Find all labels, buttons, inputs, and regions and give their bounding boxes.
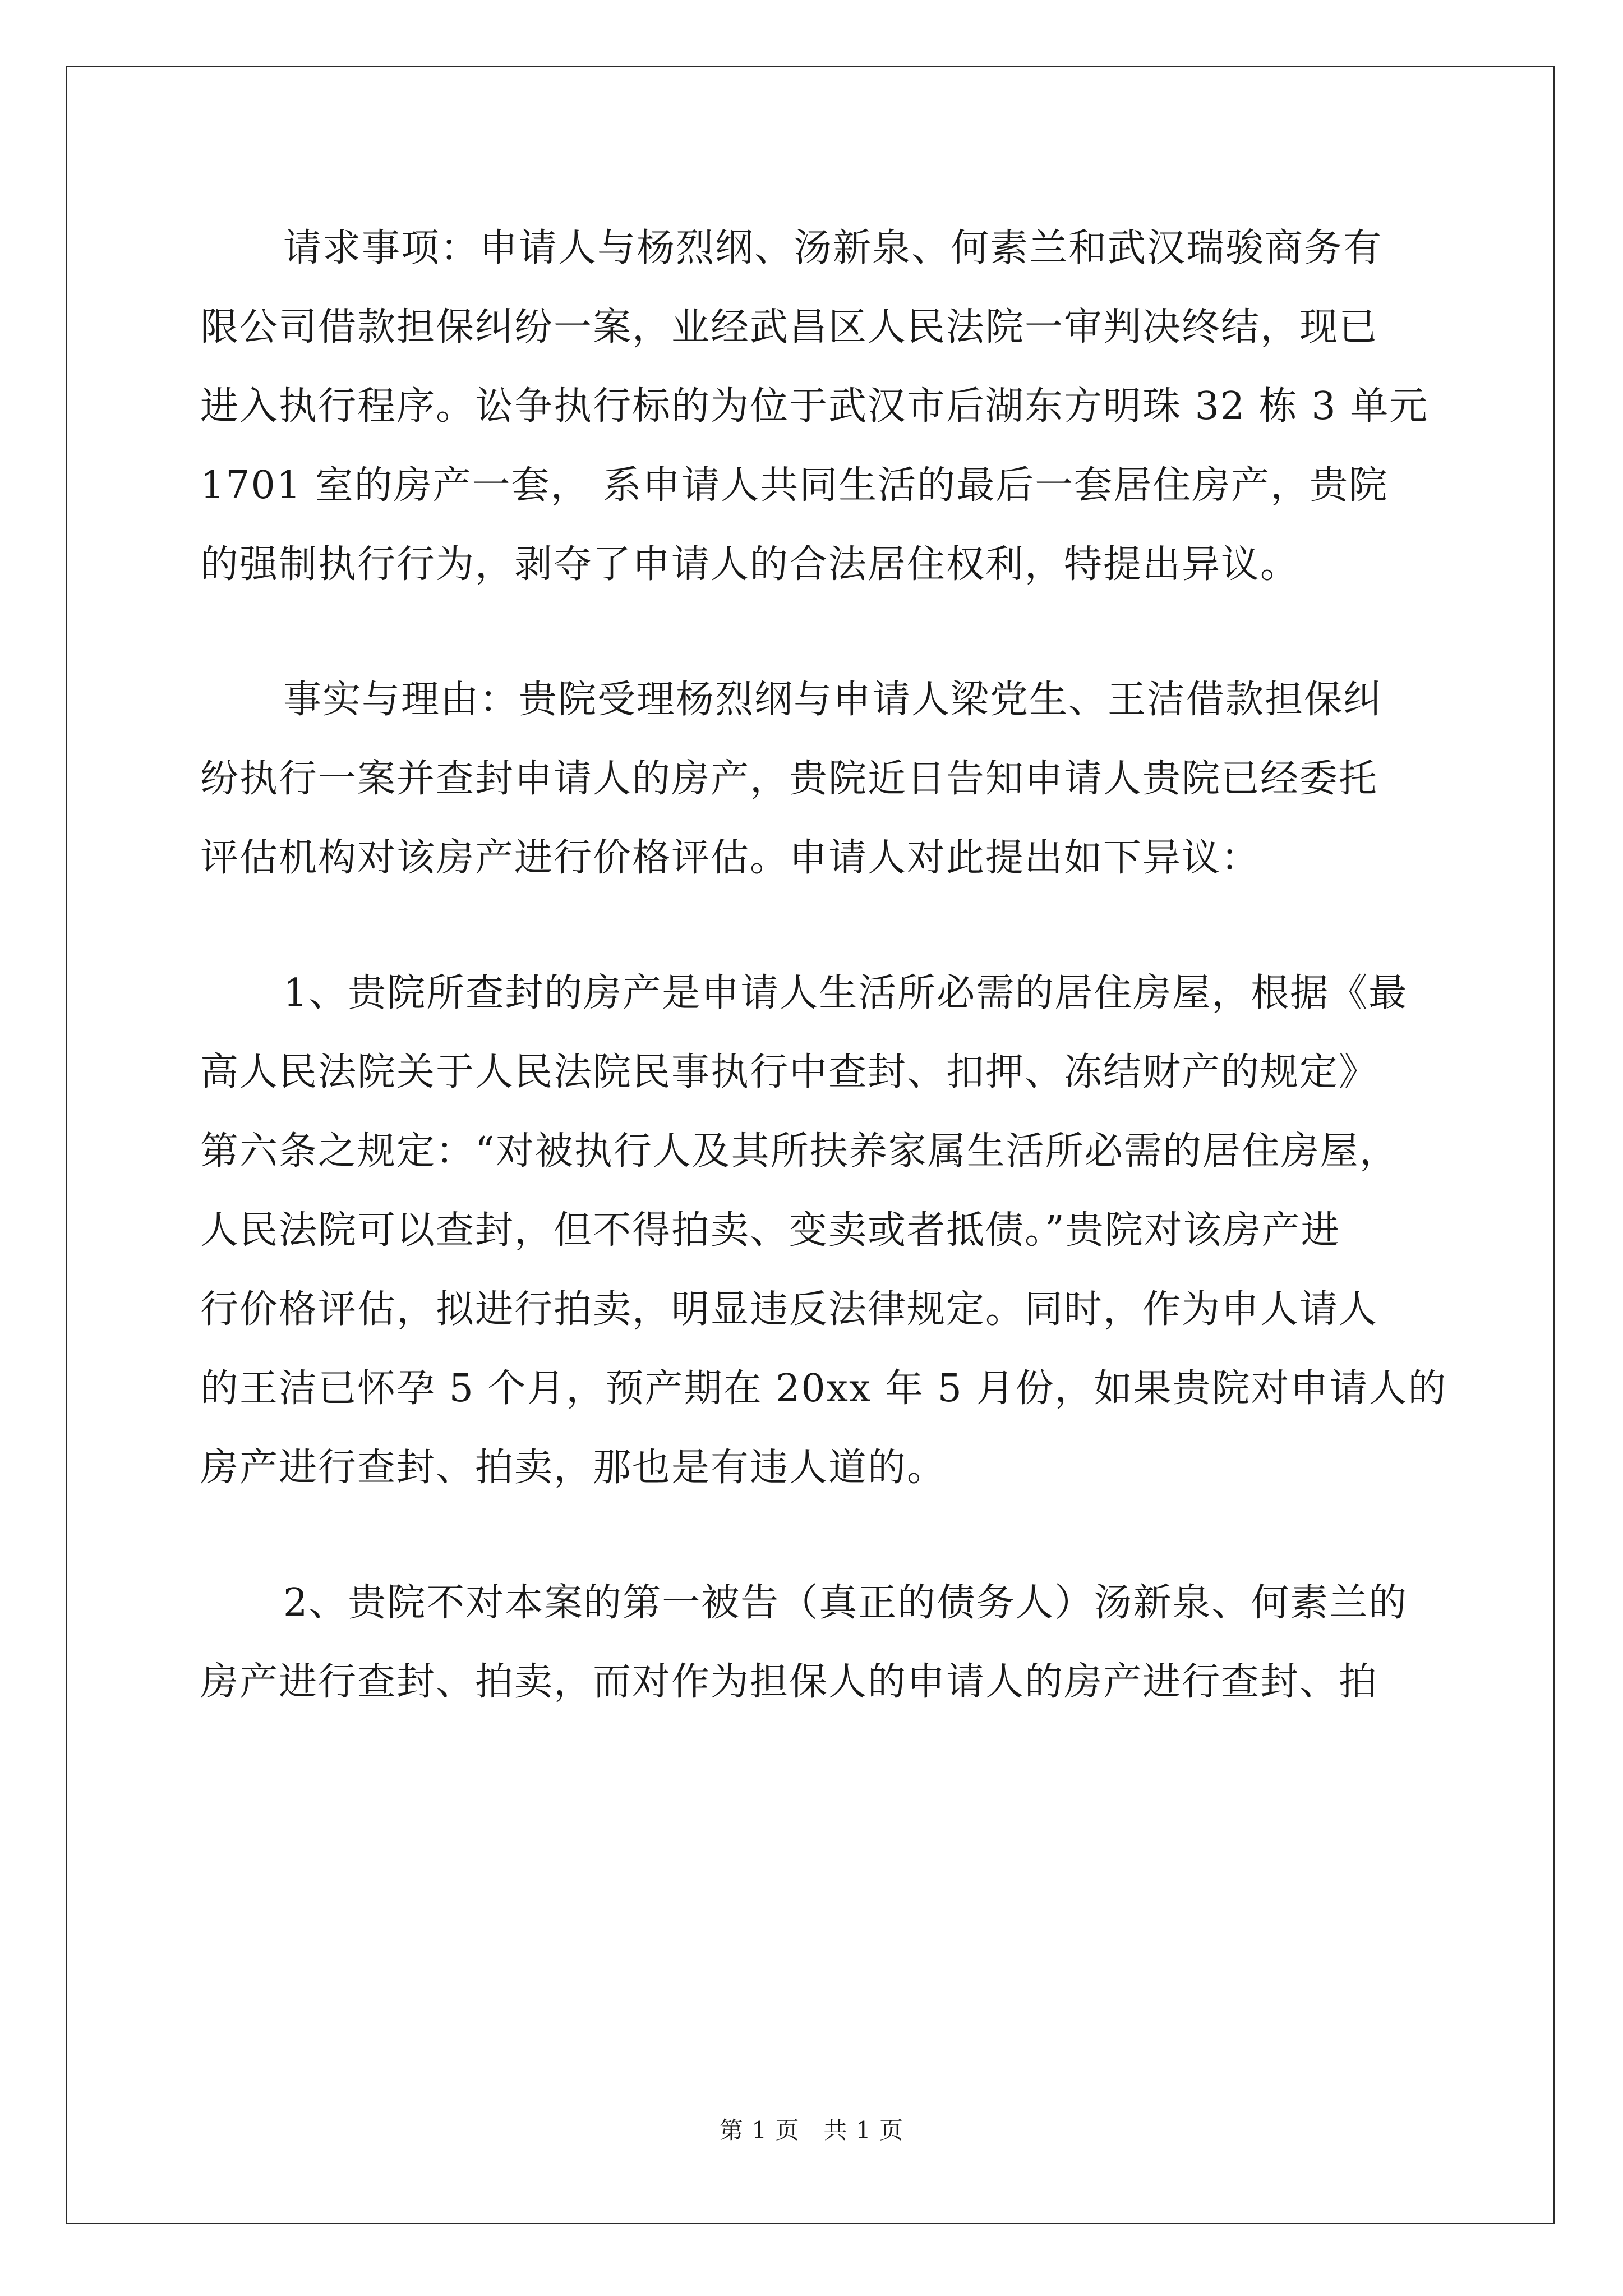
text-line: 行价格评估，拟进行拍卖，明显违反法律规定。同时，作为申人请人 [200, 1287, 1378, 1332]
text-line: 房产进行查封、拍卖，那也是有违人道的。 [200, 1446, 947, 1490]
paragraph-objection-2 [200, 1563, 1423, 1722]
text-line: 房产进行查封、拍卖，而对作为担保人的申请人的房产进行查封、拍 [200, 1660, 1378, 1704]
text-line: 评估机构对该房产进行价格评估。申请人对此提出如下异议： [200, 836, 1261, 880]
text-line: 人民法院可以查封，但不得拍卖、变卖或者抵债。”贵院对该房产进 [200, 1208, 1340, 1253]
paragraph-request [200, 209, 1429, 604]
text-line: 2、贵院不对本案的第一被告（真正的债务人）汤新泉、何素兰的 [283, 1581, 1408, 1625]
text-line: 请求事项：申请人与杨烈纲、汤新泉、何素兰和武汉瑞骏商务有 [283, 226, 1383, 270]
page-footer [0, 2114, 1623, 2147]
document-body [200, 209, 1447, 1722]
text-line: 事实与理由：贵院受理杨烈纲与申请人梁党生、王洁借款担保纠 [283, 678, 1383, 722]
text-line: 的王洁已怀孕 5 个月，预产期在 20xx 年 5 月份，如果贵院对申请人的 [200, 1366, 1447, 1411]
text-line: 进入执行程序。讼争执行标的为位于武汉市后湖东方明珠 32 栋 3 单元 [200, 384, 1429, 429]
paragraph-gap [200, 604, 1423, 660]
text-line: 1701 室的房产一套， 系申请人共同生活的最后一套居住房产，贵院 [200, 463, 1389, 508]
paragraph-facts [200, 660, 1423, 898]
text-line: 的强制执行行为，剥夺了申请人的合法居住权利，特提出异议。 [200, 542, 1300, 587]
text-line: 1、贵院所查封的房产是申请人生活所必需的居住房屋，根据《最 [283, 971, 1408, 1015]
text-line: 第六条之规定：“对被执行人及其所扶养家属生活所必需的居住房屋， [200, 1129, 1399, 1174]
text-line: 高人民法院关于人民法院民事执行中查封、扣押、冻结财产的规定》 [200, 1050, 1378, 1094]
text-line: 纷执行一案并查封申请人的房产，贵院近日告知申请人贵院已经委托 [200, 757, 1378, 801]
paragraph-gap [200, 1507, 1423, 1563]
text-line: 限公司借款担保纠纷一案，业经武昌区人民法院一审判决终结，现已 [200, 305, 1378, 349]
paragraph-objection-1 [200, 954, 1447, 1507]
paragraph-gap [200, 898, 1423, 954]
page-number-label: 第 1 页 共 1 页 [720, 2116, 903, 2144]
